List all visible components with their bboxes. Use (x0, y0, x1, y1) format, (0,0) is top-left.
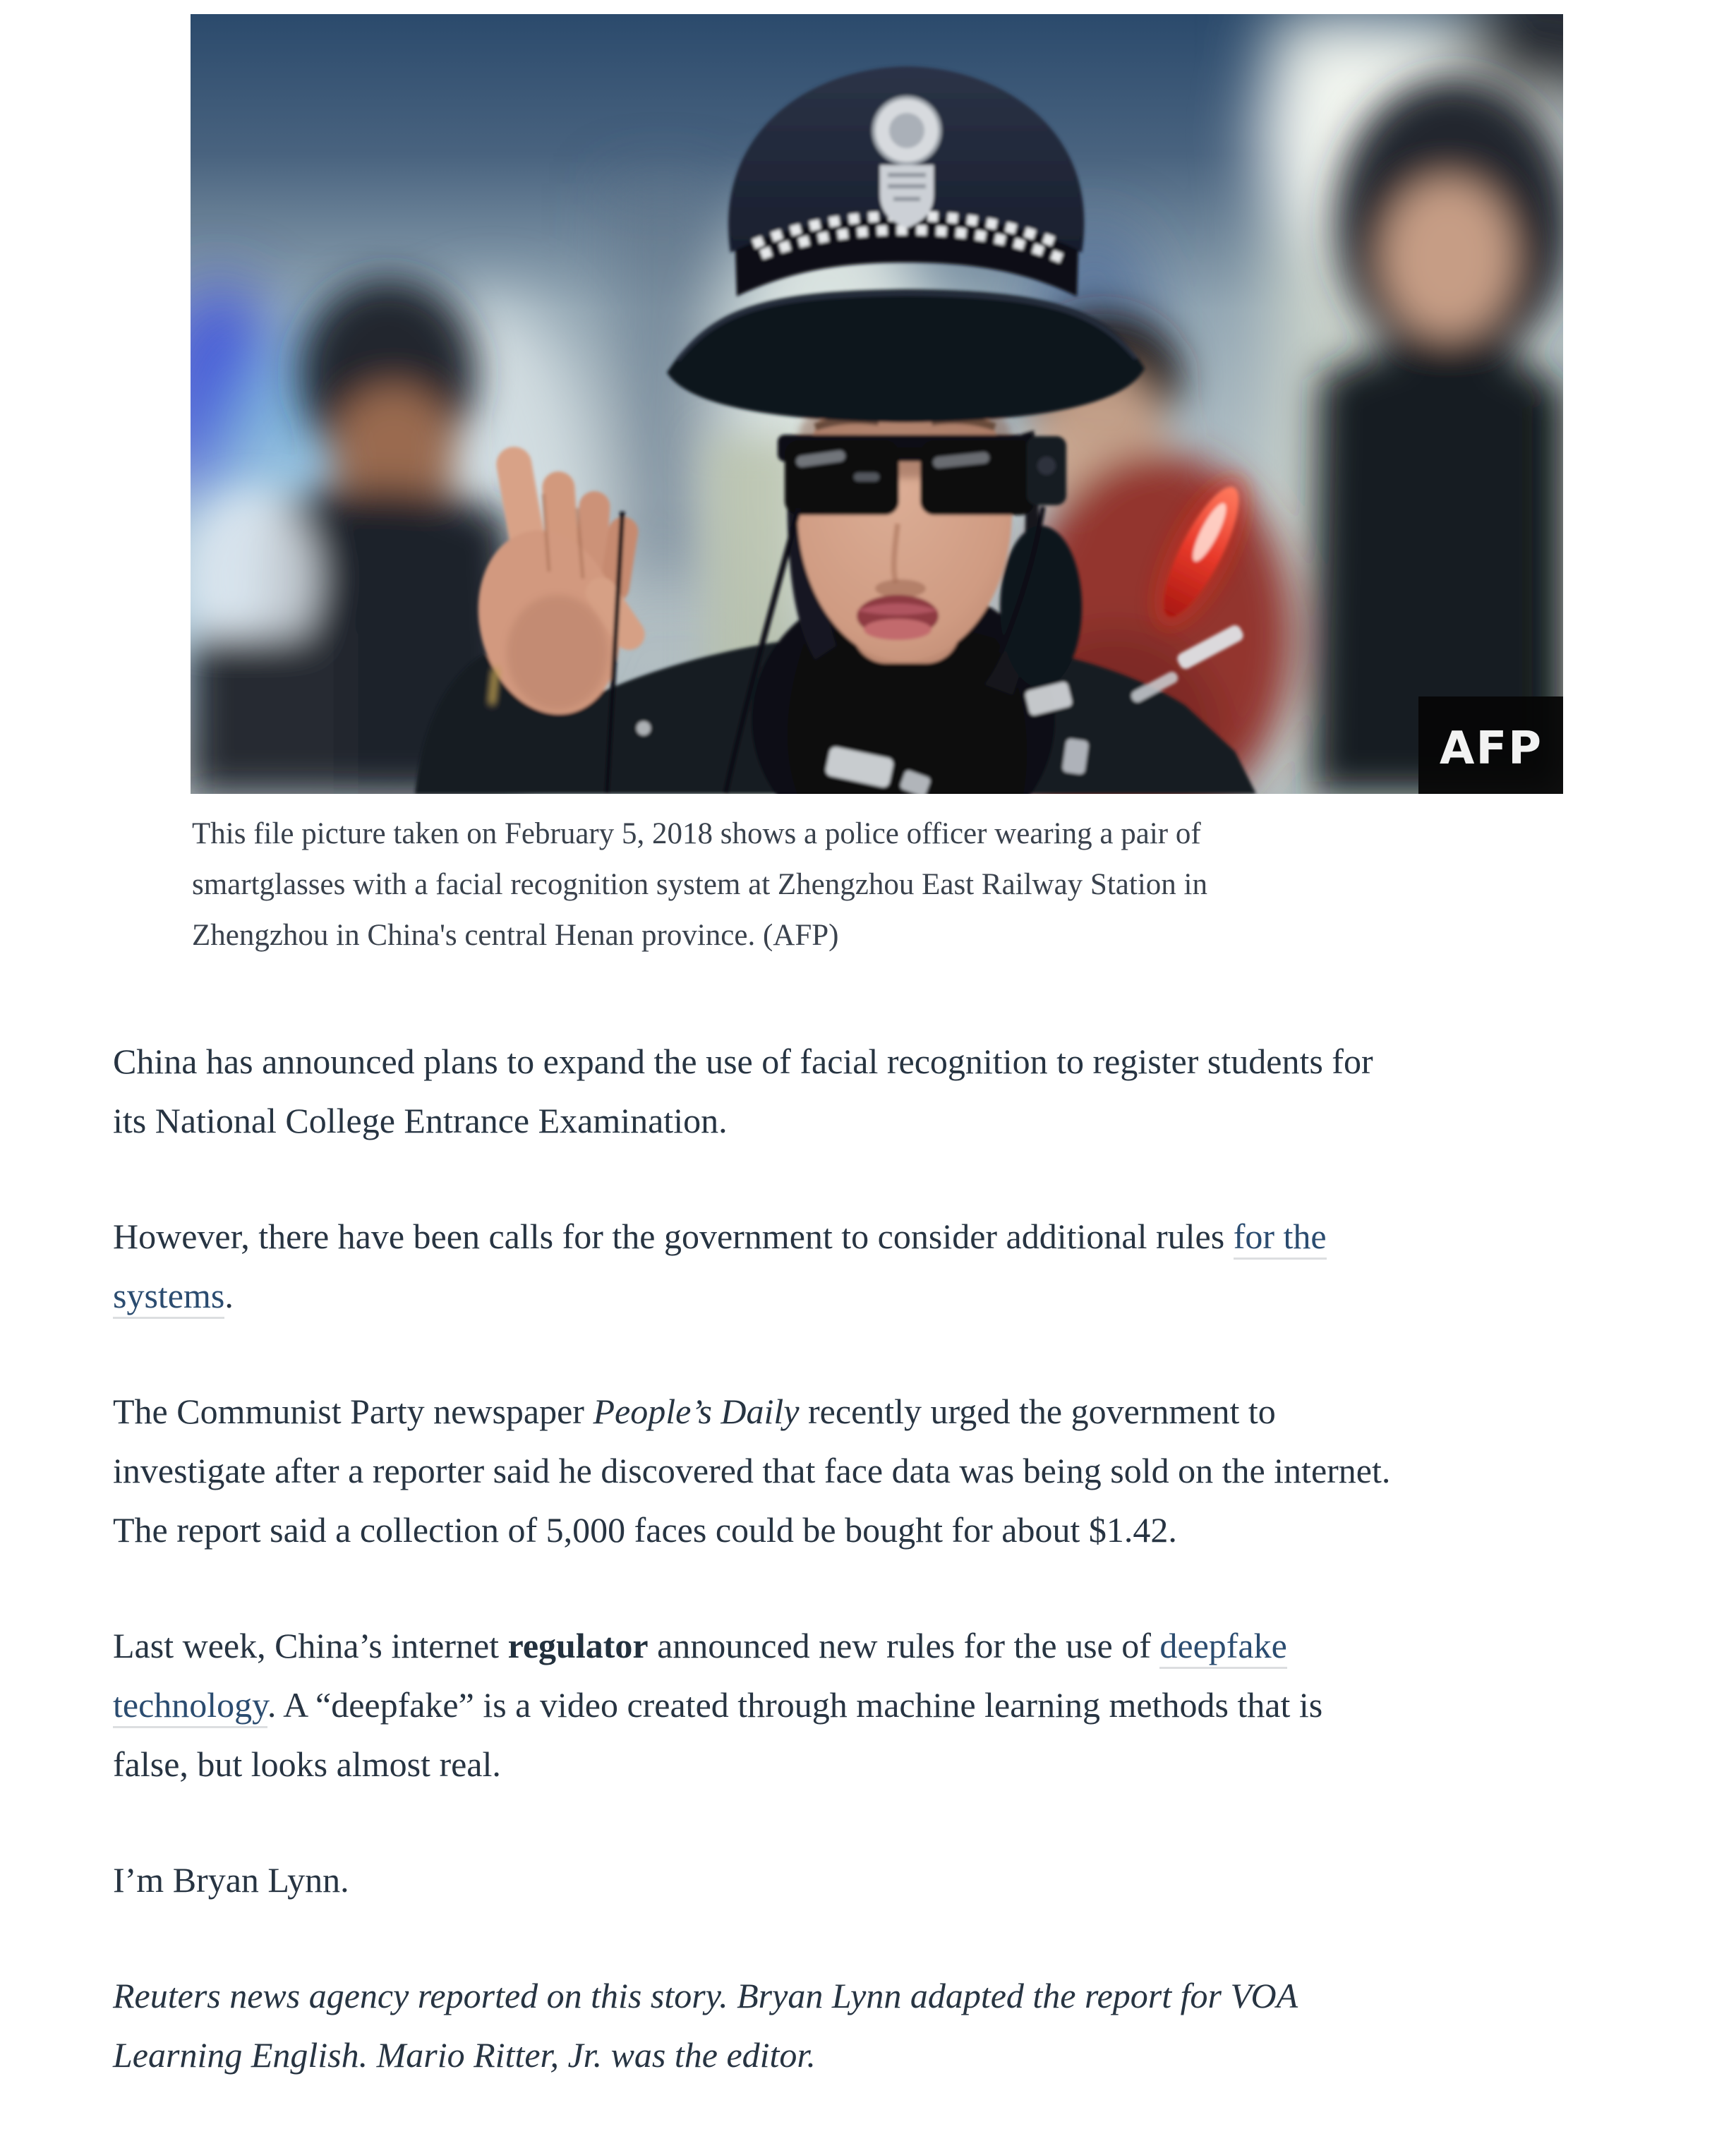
text-run: The report said a collection of 5,000 faces could be bought for about $1.42. (113, 1510, 1177, 1550)
paragraph-line (113, 1500, 1694, 1560)
inline-link[interactable]: for the (1234, 1217, 1327, 1260)
text-run: false, but looks almost real. (113, 1744, 501, 1784)
paragraph-line (113, 1032, 1694, 1091)
text-run: However, there have been calls for the government to consider additional rules (113, 1217, 1234, 1256)
afp-watermark-text: AFP (1439, 723, 1543, 775)
inline-link[interactable]: systems (113, 1276, 224, 1319)
article-paragraph (113, 1207, 1694, 1325)
smartglasses (778, 435, 1066, 515)
text-run: I’m Bryan Lynn. (113, 1860, 349, 1900)
paragraph-line (113, 1850, 1694, 1910)
caption-line: This file picture taken on February 5, 2018 shows a police officer wearing a pair of (192, 817, 1201, 850)
paragraph-line (113, 1207, 1694, 1266)
photo-caption (192, 809, 1505, 961)
caption-line: smartglasses with a facial recognition system at Zhengzhou East Railway Station in (192, 868, 1207, 901)
article-paragraph (113, 1850, 1694, 1910)
text-run: announced new rules for the use of (648, 1626, 1160, 1665)
inline-link[interactable]: deepfake (1159, 1626, 1286, 1669)
article-paragraph (113, 1032, 1694, 1150)
inline-link[interactable]: technology (113, 1685, 267, 1728)
paragraph-line (113, 1441, 1694, 1500)
paragraph-line (113, 1266, 1694, 1325)
paragraph-line (113, 1735, 1694, 1794)
bold-text: regulator (507, 1626, 649, 1665)
article-paragraph (113, 1382, 1694, 1560)
italic-text: People’s Daily (593, 1392, 800, 1431)
paragraph-line (113, 1675, 1694, 1735)
caption-line: Zhengzhou in China's central Henan province. (AFP) (192, 919, 839, 952)
text-run: Learning English. Mario Ritter, Jr. was the editor. (113, 2035, 816, 2075)
text-run: The Communist Party newspaper (113, 1392, 593, 1431)
article-body (113, 1032, 1694, 2141)
text-run: . (224, 1276, 234, 1315)
text-run: Last week, China’s internet (113, 1626, 508, 1665)
article-photo (191, 14, 1563, 794)
photo-illustration (191, 14, 1563, 794)
paragraph-line (113, 2025, 1694, 2085)
text-run: . A “deepfake” is a video created through machine learning methods that is (267, 1685, 1323, 1725)
paragraph-line (113, 1382, 1694, 1441)
paragraph-line (113, 1091, 1694, 1150)
article-paragraph (113, 1616, 1694, 1794)
text-run: recently urged the government to (799, 1392, 1276, 1431)
text-run: investigate after a reporter said he discovered that face data was being sold on the internet. (113, 1451, 1391, 1490)
afp-watermark (1418, 696, 1563, 794)
text-run: China has announced plans to expand the use of facial recognition to register students for (113, 1042, 1373, 1081)
paragraph-line (113, 1966, 1694, 2025)
text-run: Reuters news agency reported on this story. Bryan Lynn adapted the report for VOA (113, 1976, 1298, 2015)
text-run: its National College Entrance Examination. (113, 1101, 728, 1140)
article-paragraph (113, 1966, 1694, 2085)
paragraph-line (113, 1616, 1694, 1675)
